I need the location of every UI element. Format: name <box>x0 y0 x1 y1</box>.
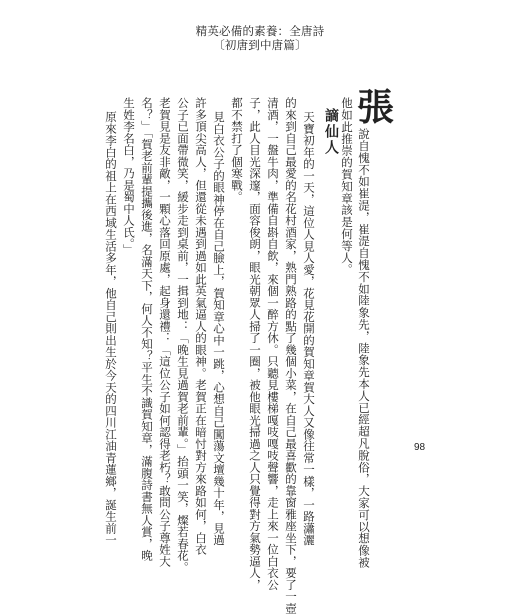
body-line: 生姓李名白，乃是蜀中人氏。」 <box>122 97 136 256</box>
body-line: 的來到自己最愛的名花村酒家，熟門熟路的點了幾個小菜，在自己最喜歡的靠窗雅座坐下，要了一壺 <box>284 97 298 614</box>
body-line: 天寶初年的一天，這位人見人愛，花見花開的賀知章賀大人又像往常一樣，一路瀟灑 <box>302 111 316 546</box>
section-title: 謫仙人 <box>323 108 339 156</box>
intro-line-2: 他如此推崇的賀知章該是何等人。 <box>340 97 354 276</box>
body-line: 都不禁打了個寒戰。 <box>230 97 244 203</box>
body-line: 原來李白的祖上在西域生活多年，他自己則出生於今天的四川江油青蓮鄉，誕生前一 <box>104 111 118 546</box>
page-number: 98 <box>414 442 426 453</box>
body-line: 子，此人目光深邃，面容俊朗，眼光朝眾人掃了一圈，被他眼光掃過之人只覺得對方氣勢逼人， <box>248 97 262 591</box>
header-subtitle: 〔初唐到中唐篇〕 <box>213 38 307 52</box>
intro-line-1: 說自愧不如崔湜，崔湜自愧不如陸象先，陸象先本人已經超凡脫俗，大家可以想像被 <box>357 128 371 569</box>
body-line: 名？」「賀老前輩提攜後進，名滿天下，何人不知？平生不識賀知章，滿腹詩書無人賞，晚 <box>140 97 154 562</box>
drop-cap-character: 張 <box>357 86 394 129</box>
body-line: 老賀見是友非敵，一顆心落回原處，起身還禮：「這位公子如何認得老朽？敢問公子尊姓大 <box>158 97 172 567</box>
body-line: 見白衣公子的眼神停在自己臉上，賀知章心中一跳，心想自己闖蕩文壇幾十年，見過 <box>212 111 226 546</box>
body-line: 許多頂尖高人，但還從未遇到過如此英氣逼人的眼神。老賀正在暗忖對方來路如何，白衣 <box>194 97 208 556</box>
header-title: 精英必備的素養：全唐詩 <box>195 24 325 38</box>
running-header <box>0 0 520 52</box>
body-line: 公子已面帶微笑，緩步走到桌前，一揖到地：「晚生見過賀老前輩。」抬頭一笑，燦若春花。 <box>176 97 190 573</box>
body-line: 清酒，一盤牛肉，準備自斟自飲，來個一醉方休。只聽見樓梯嘎吱嘎吱聲響，走上來一位白衣公 <box>266 97 280 591</box>
